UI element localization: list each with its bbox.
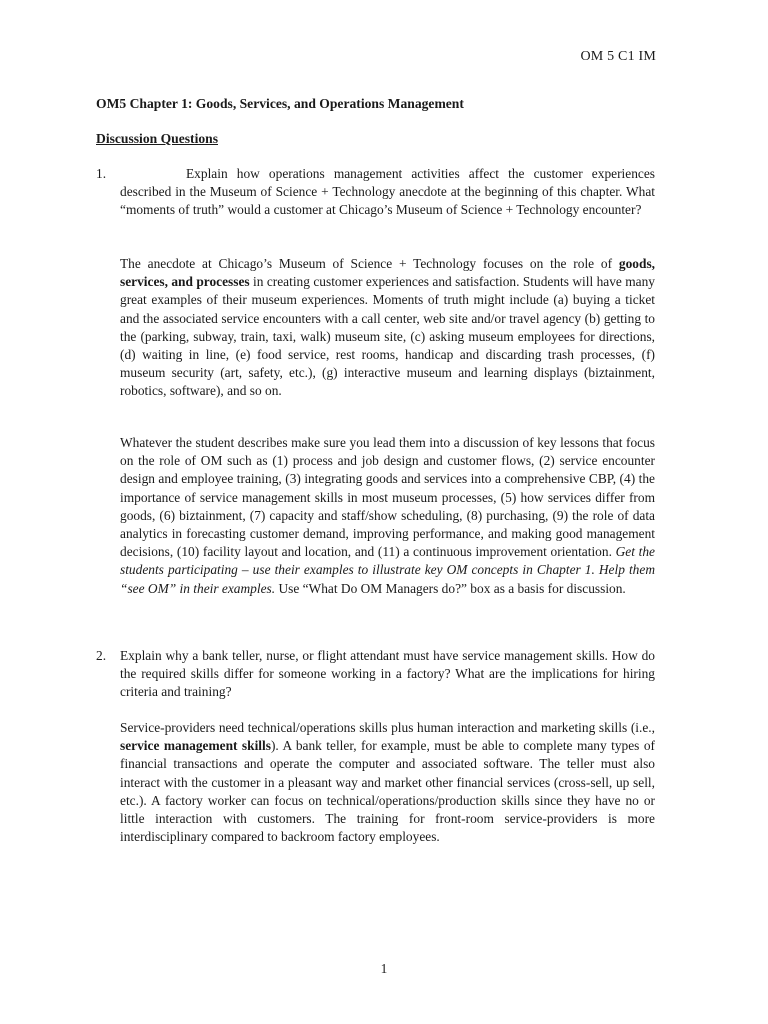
section-heading: Discussion Questions: [96, 131, 218, 146]
answer-1-p1-post: in creating customer experiences and satisfaction. Students will have many great examples of their museum experiences. Moments of truth might include (a) buying a ticket and the associated service encounters with a call center, web site and/or travel agency (b) getting to the (parking, subway, train, taxi, walk) museum site, (c) asking museum employees for directions, (d) waiting in line, (e) food service, rest rooms, handicap and discarding trash processes, (f) museum security (art, safety, etc.), (g) interactive museum and learning displays (biztainment, robotics, software), and so on.: [120, 274, 655, 399]
page-number: 1: [380, 961, 388, 976]
answer-2-paragraph-1: [120, 719, 655, 846]
answer-2-p1-post: ). A bank teller, for example, must be able to complete many types of financial transactions and operate the computer and associated software. The teller must also interact with the customer in a pleasant way and market other financial services (cross-sell, up sell, etc.). A factory worker can focus on technical/operations/production skills since they have no or little interaction with customers. The training for front-room service-providers is more interdisciplinary compared to backroom factory employees.: [120, 738, 655, 845]
answer-1-p2-post: Use “What Do OM Managers do?” box as a basis for discussion.: [275, 580, 626, 596]
question-1-text: [120, 165, 655, 220]
answer-1-p1-pre: The anecdote at Chicago’s Museum of Science + Technology focuses on the role of: [120, 256, 619, 271]
answer-1-p2-pre: Whatever the student describes make sure you lead them into a discussion of key lessons that focus on the role of OM such as (1) process and job design and customer flows, (2) service encounter design and employee training, (3) integrating goods and services into a comprehensive CBP, (4) the importance of service management skills in most museum processes, (5) how services differ from goods, (6) biztainment, (7) capacity and staff/show scheduling, (8) purchasing, (9) the role of data analytics in forecasting customer demand, improving performance, and making good management decisions, (10) facility layout and location, and (11) a continuous improvement orientation.: [120, 435, 655, 560]
answer-2-p1-bold: service management skills: [120, 738, 271, 754]
question-number-1: 1.: [96, 166, 107, 181]
question-number-2: 2.: [96, 648, 107, 663]
page-title: OM5 Chapter 1: Goods, Services, and Operations Management: [96, 96, 464, 111]
answer-1-p1-bold: goods, services, and processes: [120, 256, 655, 290]
question-2-text: Explain why a bank teller, nurse, or flight attendant must have service management skills. How do the required skills differ for someone working in a factory? What are the implications for hiring criteria and training?: [120, 648, 655, 700]
answer-2-p1-pre: Service-providers need technical/operations skills plus human interaction and marketing skills (i.e.,: [120, 720, 655, 735]
answer-1-paragraph-2: [120, 434, 655, 598]
answer-1-paragraph-1: [120, 255, 655, 401]
document-code: OM 5 C1 IM: [580, 49, 656, 64]
question-1-body: Explain how operations management activities affect the customer experiences described in the Museum of Science + Technology anecdote at the beginning of this chapter. What “moments of truth” would a customer at Chicago’s Museum of Science + Technology encounter?: [120, 166, 655, 218]
answer-1-p2-italic: Get the students participating – use their examples to illustrate key OM concepts in Chapter 1. Help them “see OM” in their examples.: [120, 544, 655, 596]
